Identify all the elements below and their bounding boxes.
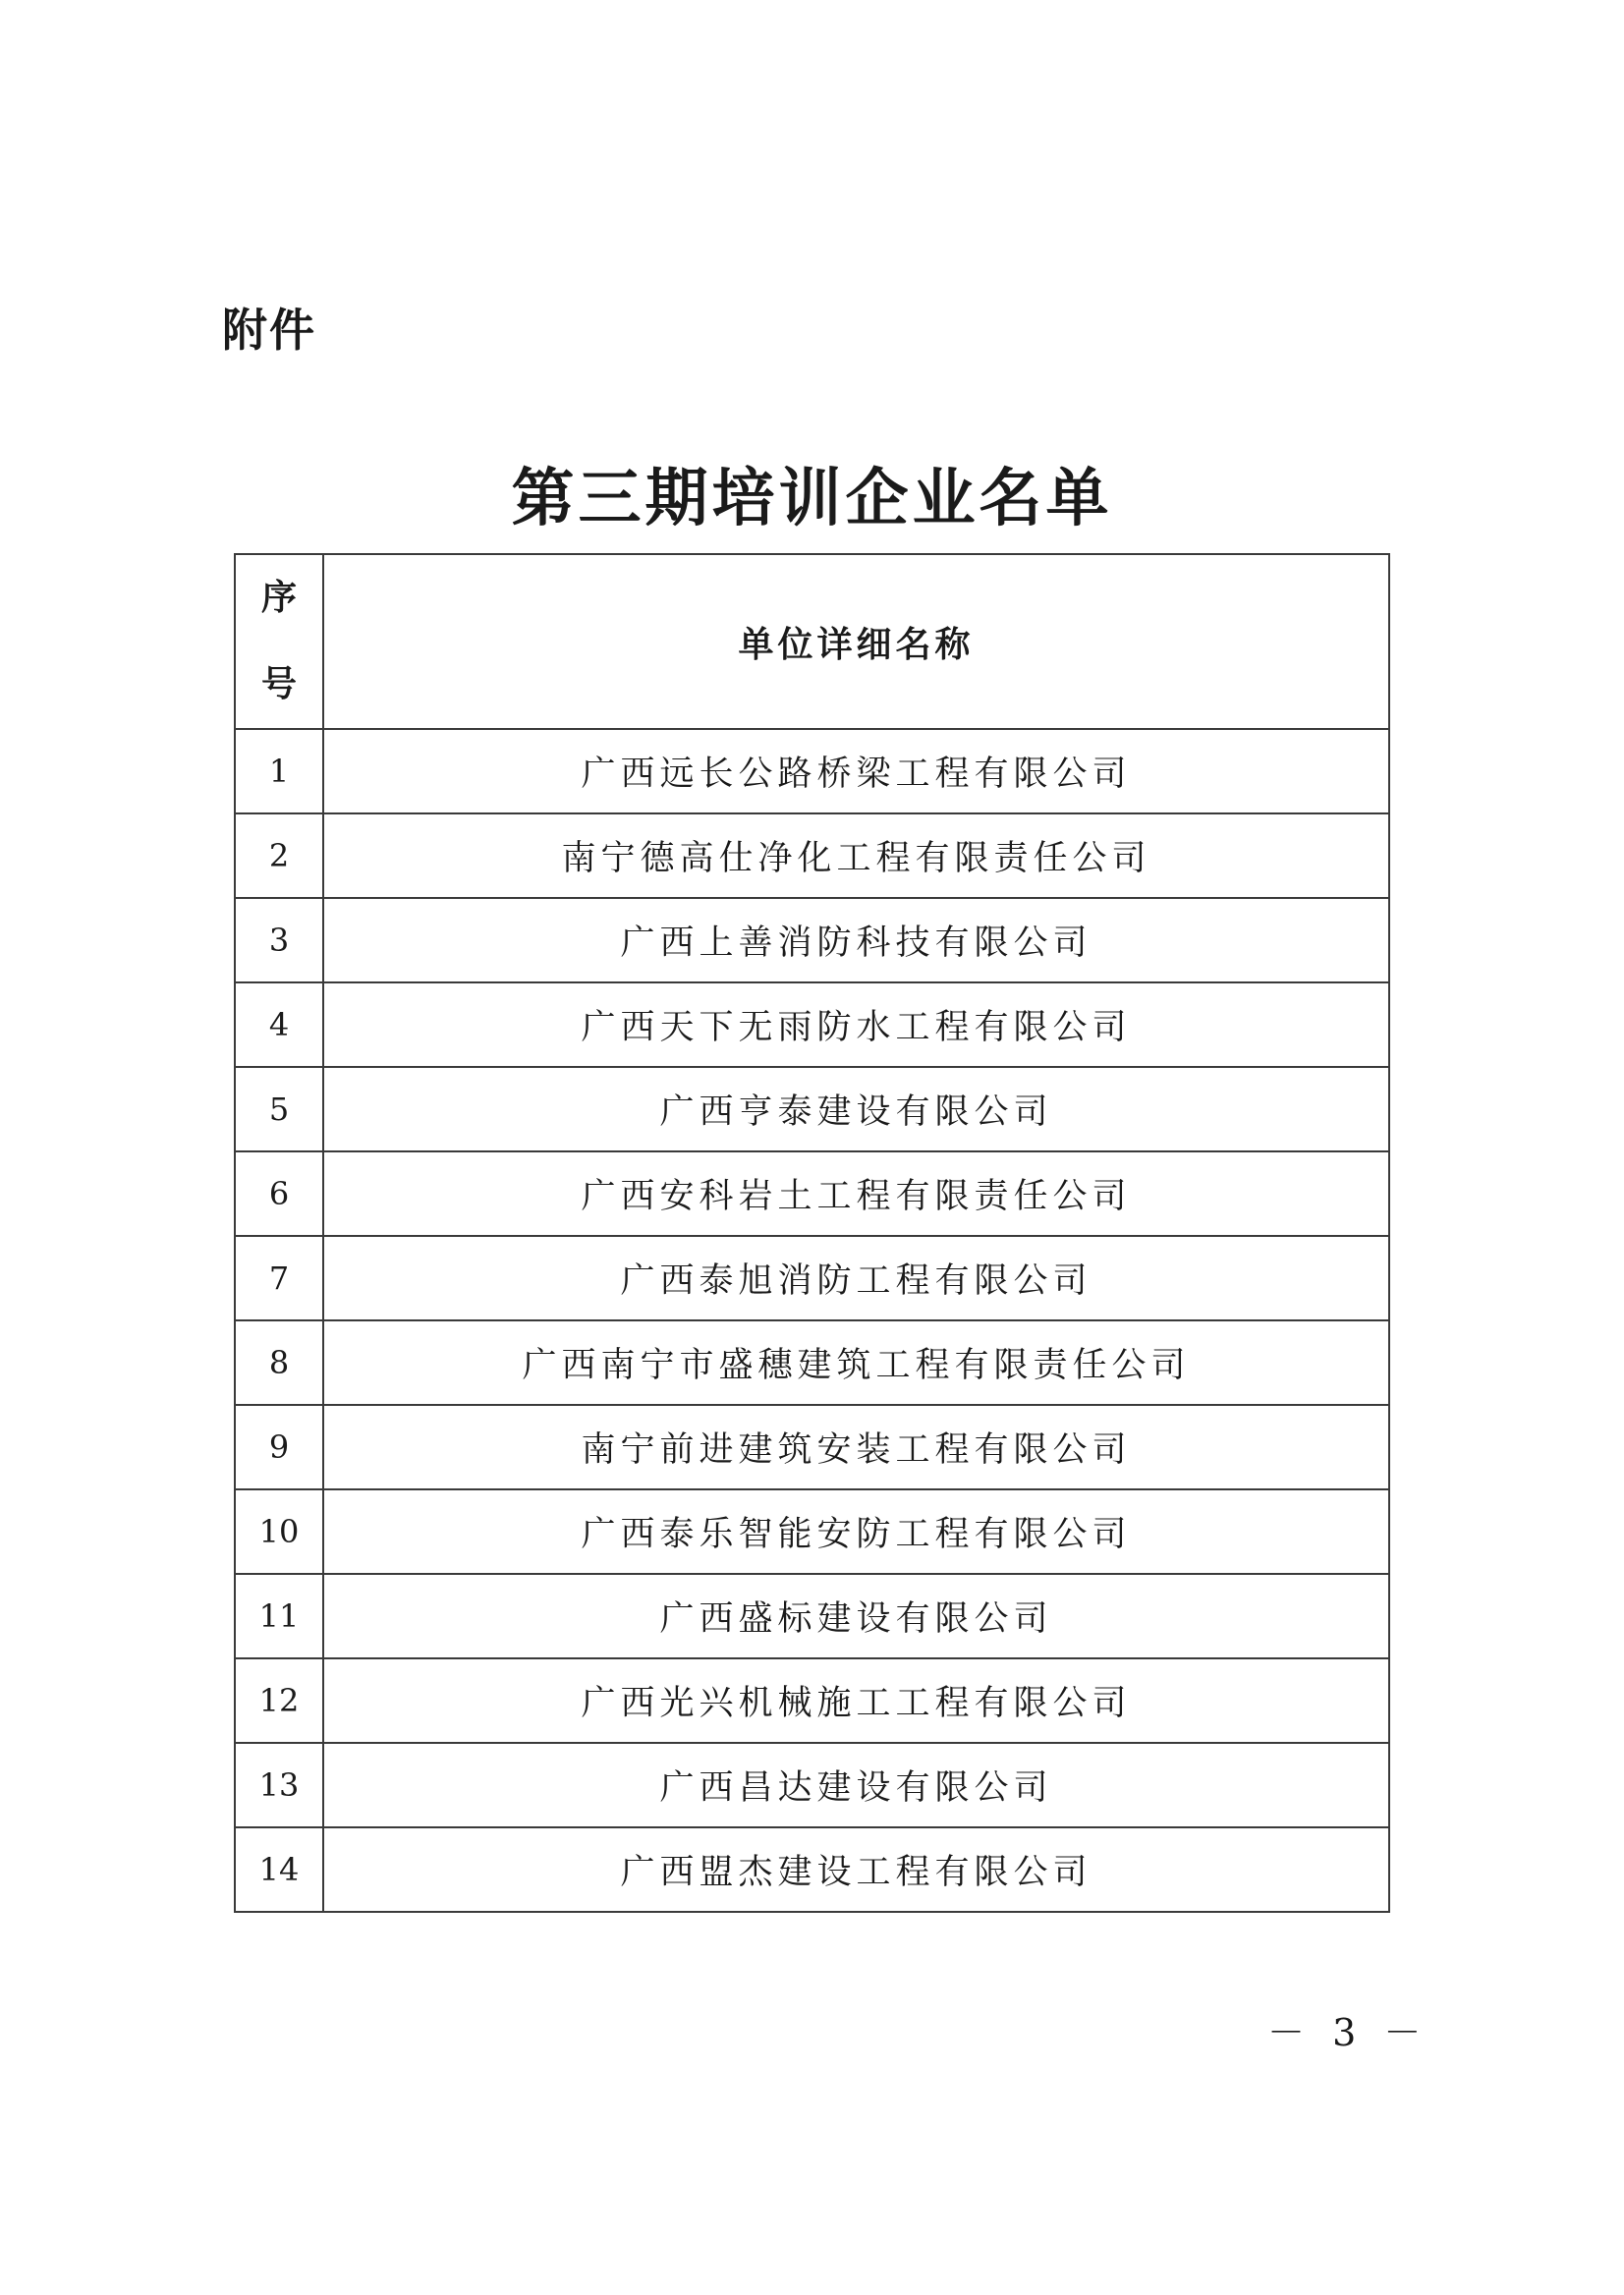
company-name: 广西盛标建设有限公司 bbox=[323, 1574, 1389, 1658]
row-number: 12 bbox=[235, 1658, 323, 1743]
company-name: 广西泰乐智能安防工程有限公司 bbox=[323, 1489, 1389, 1574]
company-name: 广西南宁市盛穗建筑工程有限责任公司 bbox=[323, 1320, 1389, 1405]
company-name: 广西上善消防科技有限公司 bbox=[323, 898, 1389, 982]
table-row bbox=[235, 898, 1389, 982]
header-seq bbox=[235, 554, 323, 729]
table-row bbox=[235, 1320, 1389, 1405]
row-number: 9 bbox=[235, 1405, 323, 1489]
row-number: 14 bbox=[235, 1827, 323, 1912]
header-seq-line1: 序 bbox=[260, 578, 297, 618]
table-header-row bbox=[235, 554, 1389, 729]
company-name: 广西天下无雨防水工程有限公司 bbox=[323, 982, 1389, 1067]
company-name: 广西盟杰建设工程有限公司 bbox=[323, 1827, 1389, 1912]
table-row bbox=[235, 982, 1389, 1067]
row-number: 1 bbox=[235, 729, 323, 813]
company-table bbox=[234, 553, 1390, 1913]
table-row bbox=[235, 1489, 1389, 1574]
row-number: 8 bbox=[235, 1320, 323, 1405]
row-number: 3 bbox=[235, 898, 323, 982]
row-number: 5 bbox=[235, 1067, 323, 1151]
row-number: 10 bbox=[235, 1489, 323, 1574]
header-company-name: 单位详细名称 bbox=[323, 554, 1389, 729]
row-number: 6 bbox=[235, 1151, 323, 1236]
row-number: 13 bbox=[235, 1743, 323, 1827]
table-row bbox=[235, 1827, 1389, 1912]
company-name: 广西光兴机械施工工程有限公司 bbox=[323, 1658, 1389, 1743]
attachment-label: 附件 bbox=[222, 304, 316, 357]
table-row bbox=[235, 1067, 1389, 1151]
company-name: 南宁前进建筑安装工程有限公司 bbox=[323, 1405, 1389, 1489]
company-name: 广西安科岩土工程有限责任公司 bbox=[323, 1151, 1389, 1236]
table-row bbox=[235, 1574, 1389, 1658]
row-number: 7 bbox=[235, 1236, 323, 1320]
company-name: 南宁德高仕净化工程有限责任公司 bbox=[323, 813, 1389, 898]
table-row bbox=[235, 813, 1389, 898]
company-name: 广西远长公路桥梁工程有限公司 bbox=[323, 729, 1389, 813]
header-seq-line2: 号 bbox=[260, 664, 297, 704]
company-name: 广西泰旭消防工程有限公司 bbox=[323, 1236, 1389, 1320]
row-number: 2 bbox=[235, 813, 323, 898]
page-title: 第三期培训企业名单 bbox=[511, 462, 1113, 535]
row-number: 11 bbox=[235, 1574, 323, 1658]
company-name: 广西亨泰建设有限公司 bbox=[323, 1067, 1389, 1151]
table-row bbox=[235, 1151, 1389, 1236]
page-number: － 3 － bbox=[1267, 2011, 1429, 2054]
table-row bbox=[235, 729, 1389, 813]
company-name: 广西昌达建设有限公司 bbox=[323, 1743, 1389, 1827]
table-row bbox=[235, 1236, 1389, 1320]
row-number: 4 bbox=[235, 982, 323, 1067]
table-row bbox=[235, 1743, 1389, 1827]
table-row bbox=[235, 1658, 1389, 1743]
table-row bbox=[235, 1405, 1389, 1489]
